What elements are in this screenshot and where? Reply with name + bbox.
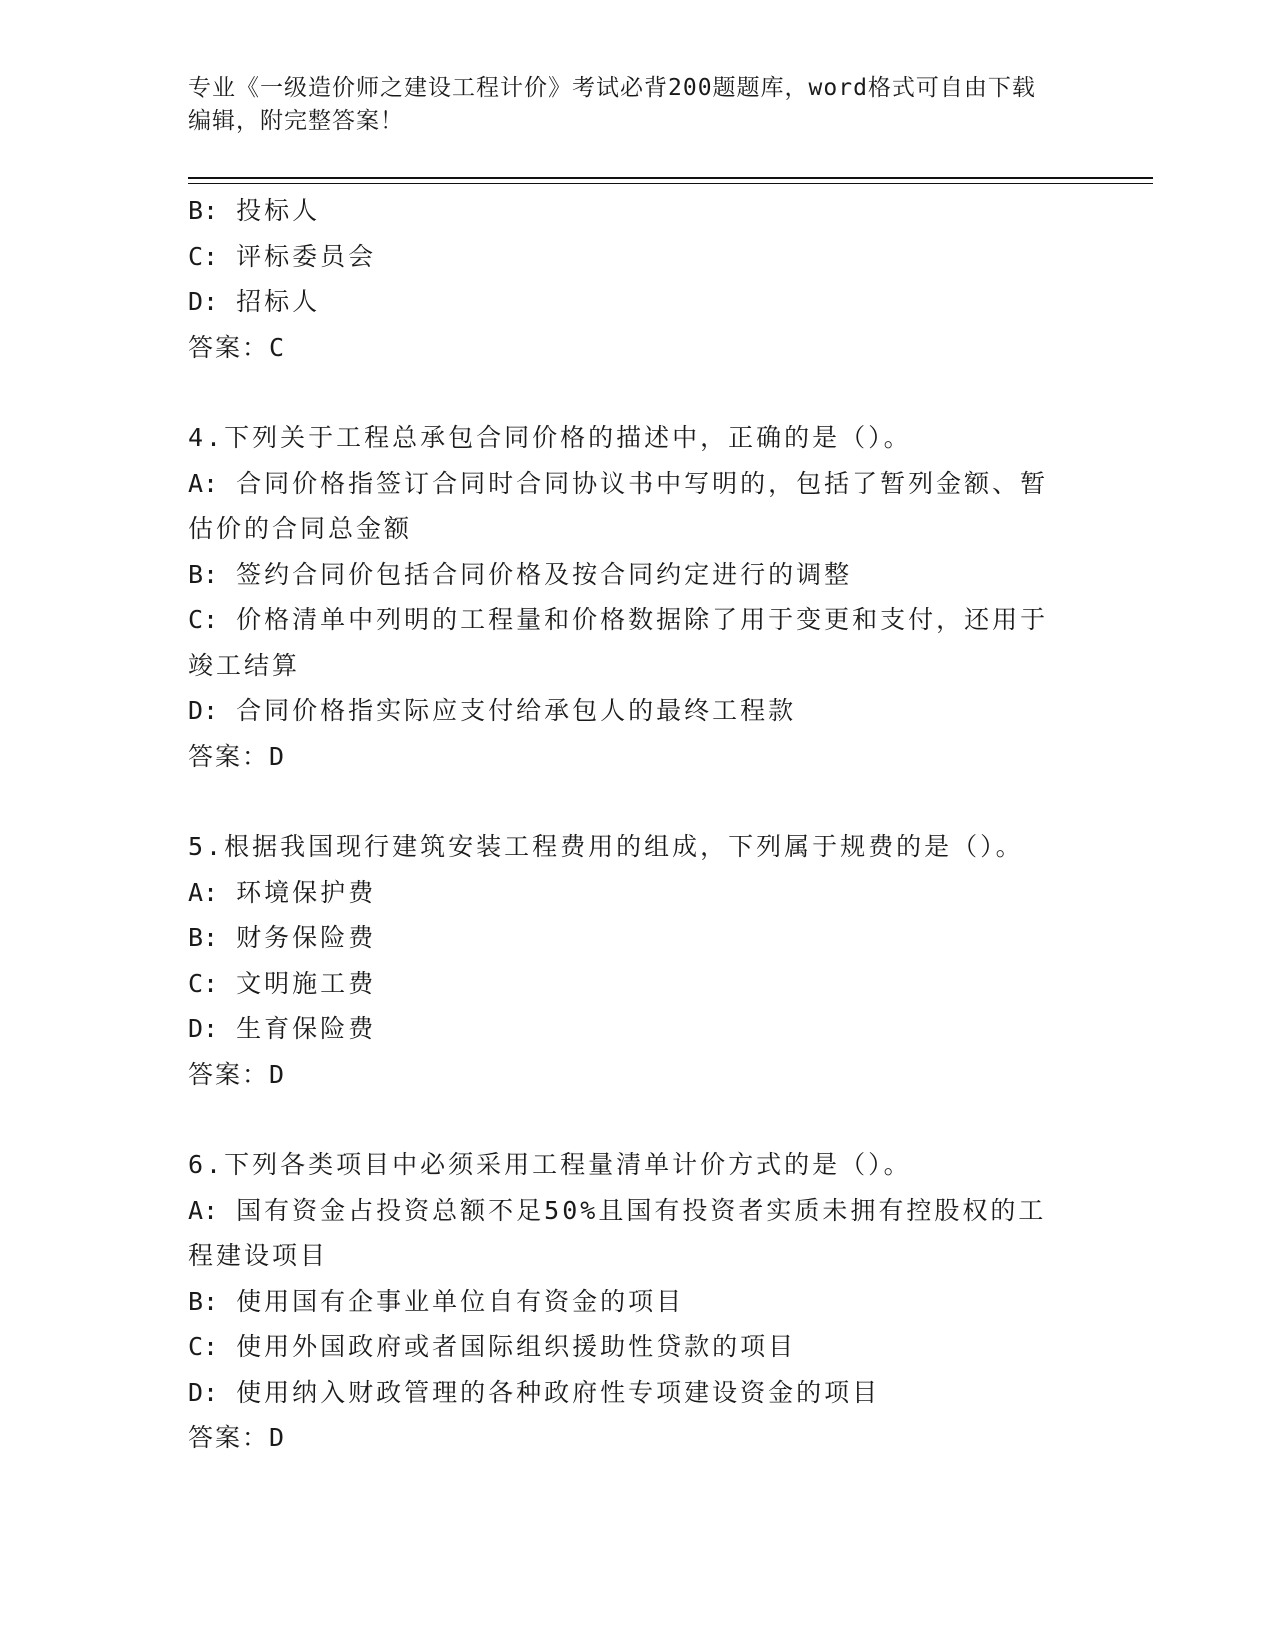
option-c bbox=[188, 961, 1088, 1007]
option-c bbox=[188, 1324, 1088, 1370]
option-label: A: bbox=[188, 877, 219, 907]
option-label: D: bbox=[188, 696, 219, 725]
option-text: 评标委员会 bbox=[236, 241, 377, 271]
option-label: C: bbox=[188, 241, 219, 271]
option-text: 使用国有企事业单位自有资金的项目 bbox=[236, 1286, 685, 1316]
question-3-tail bbox=[188, 188, 1088, 370]
option-b bbox=[188, 915, 1088, 961]
option-label: B: bbox=[188, 559, 219, 589]
option-b bbox=[188, 552, 1088, 598]
option-text: 合同价格指实际应支付给承包人的最终工程款 bbox=[236, 696, 797, 725]
option-text: 招标人 bbox=[236, 287, 321, 316]
option-c bbox=[188, 234, 1088, 280]
option-text: 财务保险费 bbox=[236, 923, 377, 952]
question-6 bbox=[188, 1142, 1088, 1461]
option-label: B: bbox=[188, 923, 219, 952]
option-a bbox=[188, 870, 1088, 916]
option-text: 合同价格指签订合同时合同协议书中写明的，包括了暂列金额、暂 bbox=[236, 468, 1049, 498]
answer-line: 答案：D bbox=[188, 1059, 287, 1089]
option-label: A: bbox=[188, 1195, 219, 1225]
option-label: B: bbox=[188, 196, 219, 225]
option-text: 环境保护费 bbox=[236, 877, 377, 907]
question-list bbox=[188, 188, 1088, 1461]
option-d bbox=[188, 279, 1088, 325]
option-c bbox=[188, 597, 1088, 643]
question-5 bbox=[188, 824, 1088, 1097]
option-d bbox=[188, 1006, 1088, 1052]
option-label: C: bbox=[188, 968, 219, 998]
option-text: 使用纳入财政管理的各种政府性专项建设资金的项目 bbox=[236, 1377, 881, 1407]
option-text: 文明施工费 bbox=[236, 968, 377, 998]
question-stem: 6.下列各类项目中必须采用工程量清单计价方式的是（）。 bbox=[188, 1150, 912, 1179]
question-stem: 5.根据我国现行建筑安装工程费用的组成，下列属于规费的是（）。 bbox=[188, 832, 1024, 861]
option-label: D: bbox=[188, 1377, 219, 1407]
option-a bbox=[188, 1188, 1088, 1234]
option-text: 国有资金占投资总额不足50%且国有投资者实质未拥有控股权的工 bbox=[236, 1195, 1047, 1225]
answer-line: 答案：C bbox=[188, 332, 287, 362]
question-stem: 4.下列关于工程总承包合同价格的描述中，正确的是（）。 bbox=[188, 423, 912, 452]
option-label: C: bbox=[188, 1332, 219, 1361]
option-label: A: bbox=[188, 468, 219, 498]
option-a-continuation: 程建设项目 bbox=[188, 1241, 329, 1270]
spacer bbox=[188, 370, 1088, 415]
option-text: 签约合同价包括合同价格及按合同约定进行的调整 bbox=[236, 559, 853, 589]
document-header bbox=[188, 72, 1068, 138]
answer-line: 答案：D bbox=[188, 1423, 287, 1452]
option-c-continuation: 竣工结算 bbox=[188, 650, 301, 680]
spacer bbox=[188, 1097, 1088, 1142]
spacer bbox=[188, 779, 1088, 824]
option-label: C: bbox=[188, 605, 219, 634]
option-text: 生育保险费 bbox=[236, 1014, 377, 1043]
option-d bbox=[188, 688, 1088, 734]
answer-line: 答案：D bbox=[188, 741, 287, 771]
option-a bbox=[188, 461, 1088, 507]
header-divider-thick bbox=[188, 177, 1153, 179]
option-b bbox=[188, 188, 1088, 234]
option-text: 投标人 bbox=[236, 196, 321, 225]
header-line-1: 专业《一级造价师之建设工程计价》考试必背200题题库，word格式可自由下载 bbox=[188, 75, 1036, 101]
option-a-continuation: 估价的合同总金额 bbox=[188, 514, 413, 543]
option-text: 价格清单中列明的工程量和价格数据除了用于变更和支付，还用于 bbox=[236, 605, 1049, 634]
option-text: 使用外国政府或者国际组织援助性贷款的项目 bbox=[236, 1332, 797, 1361]
header-line-2: 编辑，附完整答案！ bbox=[188, 108, 404, 134]
question-4 bbox=[188, 415, 1088, 779]
option-label: D: bbox=[188, 287, 219, 316]
option-d bbox=[188, 1370, 1088, 1416]
option-label: B: bbox=[188, 1286, 219, 1316]
option-b bbox=[188, 1279, 1088, 1325]
option-label: D: bbox=[188, 1014, 219, 1043]
header-divider-thin bbox=[188, 183, 1153, 184]
